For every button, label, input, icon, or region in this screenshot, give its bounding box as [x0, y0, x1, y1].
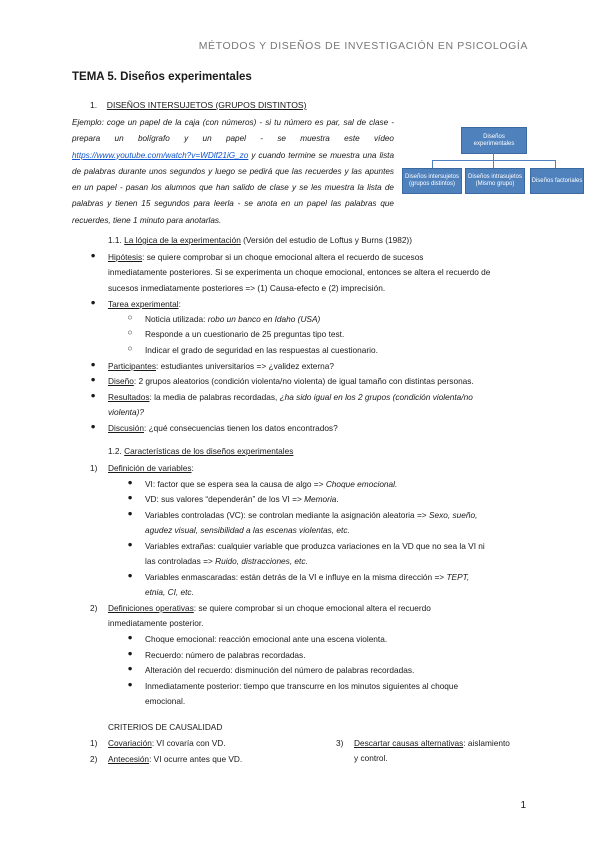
- diseno-text: : 2 grupos aleatorios (condición violenta/no violenta) de igual tamaño con distintas personas.: [133, 376, 474, 386]
- bullet: ●: [90, 390, 96, 400]
- operativa-text: emocional.: [145, 696, 186, 707]
- hipotesis-label: Hipótesis: [108, 252, 143, 262]
- page-number: 1: [520, 800, 526, 811]
- list-number: 1): [90, 738, 98, 748]
- bullet: ●: [127, 477, 133, 487]
- chart-root-box: [461, 127, 527, 154]
- diseno-item: [108, 374, 474, 389]
- tarea-subitem-text: Noticia utilizada:: [145, 314, 208, 324]
- ve-text: Variables extrañas: cualquier variable que produzca variaciones en la VD que no sea la VI ni: [145, 541, 485, 551]
- criterio-item: [354, 736, 532, 767]
- diseno-label: Diseño: [108, 376, 134, 386]
- criterio-text: : aislamiento: [463, 738, 510, 748]
- participantes-text: : estudiantes universitarios => ¿validez externa?: [155, 361, 334, 371]
- section-1-1-title: La lógica de la experimentación: [124, 235, 241, 245]
- section-1-heading: [90, 100, 306, 110]
- operativa-text: Inmediatamente posterior: tiempo que transcurre en los minutos siguientes al choque: [145, 681, 459, 691]
- bullet: ●: [90, 297, 96, 307]
- discusion-text: : ¿qué consecuencias tienen los datos encontrados?: [143, 423, 338, 433]
- vm-item: [145, 570, 528, 601]
- vc-text: Variables controladas (VC): se controlan mediante la asignación aleatoria =>: [145, 510, 429, 520]
- hipotesis-item: [108, 250, 528, 296]
- hipotesis-text: inmediatamente posteriores. Si se experimenta un choque emocional, entonces se altera el recuerdo de: [108, 267, 491, 278]
- section-1-1-heading: [108, 235, 412, 245]
- sub-bullet: ○: [127, 327, 133, 337]
- definiciones-operativas-label: Definiciones operativas: [108, 603, 194, 613]
- definicion-variables-colon: :: [191, 463, 194, 473]
- definiciones-operativas-text: : se quiere comprobar si un choque emocional altera el recuerdo: [193, 603, 431, 613]
- vm-italic: TEPT,: [446, 572, 470, 582]
- sub-bullet: ○: [127, 312, 133, 322]
- vd-period: .: [336, 494, 339, 504]
- discusion-label: Discusión: [108, 423, 144, 433]
- intro-paragraph: [72, 115, 394, 229]
- video-link[interactable]: https://www.youtube.com/watch?v=WDlf21iG_zo: [72, 150, 249, 160]
- criterio-text: y control.: [354, 753, 388, 764]
- criterio-label: Antecesión: [108, 754, 150, 764]
- chart-child-box: [530, 168, 584, 194]
- tarea-subitem-italic: robo un banco en Idaho (USA): [207, 314, 321, 324]
- definiciones-operativas-item: [108, 601, 528, 632]
- operativa-item: Alteración del recuerdo: disminución del número de palabras recordadas.: [145, 665, 415, 675]
- criterio-item: [108, 752, 242, 767]
- operativa-item: Choque emocional: reacción emocional ante una escena violenta.: [145, 634, 388, 644]
- bullet: ●: [127, 632, 133, 642]
- resultados-text: : la media de palabras recordadas,: [149, 392, 280, 402]
- operativa-item: [145, 679, 528, 710]
- chart-child-box: [402, 168, 462, 194]
- section-1-2-number: 1.2.: [108, 446, 122, 456]
- participantes-item: [108, 359, 334, 374]
- section-1-2-heading: [108, 446, 293, 456]
- bullet: ●: [90, 374, 96, 384]
- resultados-italic: ¿ha sido igual en los 2 grupos (condición violenta/no: [279, 392, 473, 402]
- intro-text-2: y cuando termine se muestra una lista de palabras durante unos segundos y luego se pedirá que las recuerdes y las apuntes en un papel - pasan los alumnos que han salido de clase y se les muestra la lista de palabras y tienen 15 segundos para leerla - se anota en un papel las palabras que recuerdes, tiene 1 minuto para anotarlas.: [72, 150, 394, 225]
- criterio-label: Descartar causas alternativas: [354, 738, 464, 748]
- hipotesis-text: sucesos inmediatamente posteriores => (1) Causa-efecto e (2) imprecisión.: [108, 282, 386, 293]
- chart-child-label: Diseños factoriales: [531, 177, 583, 184]
- vi-item: [145, 477, 397, 492]
- bullet: ●: [127, 508, 133, 518]
- vi-text: VI: factor que se espera sea la causa de algo =>: [145, 479, 326, 489]
- bullet: ●: [127, 679, 133, 689]
- vc-italic: agudez visual, sensibilidad a las escenas violentas, etc.: [145, 525, 350, 536]
- discusion-item: [108, 421, 338, 436]
- resultados-italic: violenta)?: [108, 407, 144, 418]
- ve-text: las controladas =>: [145, 556, 216, 567]
- section-1-1-subtitle: (Versión del estudio de Loftus y Burns (1982)): [240, 235, 412, 245]
- participantes-label: Participantes: [108, 361, 156, 371]
- criterio-label: Covariación: [108, 738, 152, 748]
- chart-root-label: Diseños experimentales: [473, 133, 515, 147]
- ve-item: [145, 539, 528, 570]
- chart-connector: [493, 160, 494, 168]
- ve-italic: Ruido, distracciones, etc.: [215, 556, 308, 567]
- vm-italic: etnia, CI, etc.: [145, 587, 194, 598]
- definicion-variables-item: [108, 461, 194, 476]
- vm-text: Variables enmascaradas: están detrás de la VI e influye en la misma dirección =>: [145, 572, 447, 582]
- vd-italic: Memoria: [304, 494, 337, 504]
- vd-item: [145, 492, 339, 507]
- bullet: ●: [127, 570, 133, 580]
- list-number: 2): [90, 603, 98, 613]
- tarea-subitem: [145, 312, 320, 327]
- bullet: ●: [127, 492, 133, 502]
- bullet: ●: [90, 250, 96, 260]
- bullet: ●: [90, 421, 96, 431]
- criterio-item: [108, 736, 226, 751]
- criterios-heading: CRITERIOS DE CAUSALIDAD: [108, 722, 223, 732]
- operativa-item: Recuerdo: número de palabras recordadas.: [145, 650, 306, 660]
- chart-connector: [555, 160, 556, 168]
- page-header: MÉTODOS Y DISEÑOS DE INVESTIGACIÓN EN PSICOLOGÍA: [198, 40, 528, 52]
- bullet: ●: [127, 663, 133, 673]
- criterio-text: : VI ocurre antes que VD.: [149, 754, 243, 764]
- vc-italic: Sexo, sueño,: [428, 510, 478, 520]
- tarea-subitem: Indicar el grado de seguridad en las respuestas al cuestionario.: [145, 345, 378, 355]
- section-1-number: 1.: [90, 100, 98, 110]
- chart-child-label: Diseños intersujetos (grupos distintos): [404, 174, 460, 187]
- chart-connector: [432, 160, 433, 168]
- list-number: 2): [90, 754, 98, 764]
- section-1-title: DISEÑOS INTERSUJETOS (GRUPOS DISTINTOS): [106, 100, 307, 110]
- resultados-label: Resultados: [108, 392, 150, 402]
- section-1-2-title: Características de los diseños experimentales: [124, 446, 294, 456]
- chart-child-box: [465, 168, 525, 194]
- tarea-colon: :: [178, 299, 181, 309]
- definicion-variables-label: Definición de variables: [108, 463, 192, 473]
- resultados-item: [108, 390, 528, 421]
- intro-text-1: Ejemplo: coge un papel de la caja (con números) - si tu número es par, sal de clase - prepara un bolígrafo y un papel - se muestra este vídeo: [72, 118, 394, 144]
- tarea-subitem: Responde a un cuestionario de 25 preguntas tipo test.: [145, 329, 345, 339]
- list-number: 1): [90, 463, 98, 473]
- definiciones-operativas-text: inmediatamente posterior.: [108, 618, 204, 629]
- page-title: TEMA 5. Diseños experimentales: [72, 71, 252, 83]
- bullet: ●: [127, 539, 133, 549]
- chart-child-label: Diseños intrasujetos (Mismo grupo): [467, 174, 523, 187]
- vc-item: [145, 508, 528, 539]
- tarea-item: [108, 297, 181, 312]
- bullet: ●: [127, 648, 133, 658]
- criterio-text: : VI covaría con VD.: [151, 738, 226, 748]
- list-number: 3): [336, 738, 344, 748]
- bullet: ●: [90, 359, 96, 369]
- hipotesis-text: : se quiere comprobar si un choque emocional altera el recuerdo de sucesos: [142, 252, 424, 262]
- vd-text: VD: sus valores “dependerán” de los VI =>: [145, 494, 305, 504]
- sub-bullet: ○: [127, 343, 133, 353]
- vi-italic: Choque emocional.: [325, 479, 398, 489]
- tarea-label: Tarea experimental: [108, 299, 179, 309]
- section-1-1-number: 1.1.: [108, 235, 122, 245]
